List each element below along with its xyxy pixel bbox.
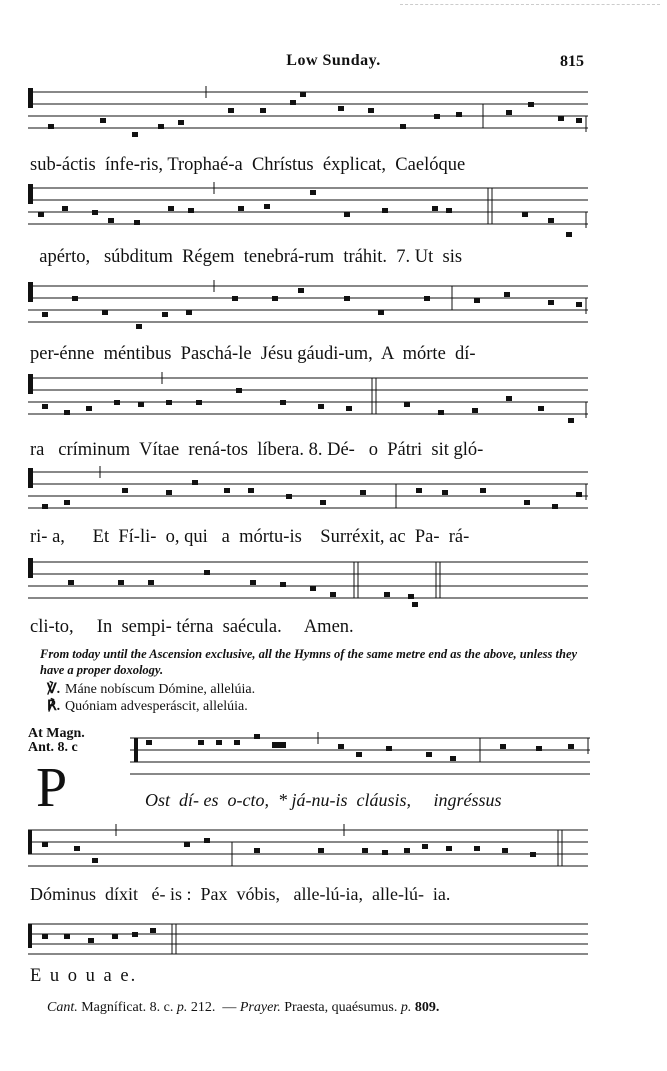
lyric-line-2: apérto, súbditum Régem tenebrá-rum tráhit. 7. Ut sis (30, 247, 463, 267)
rubric-note: From today until the Ascension exclusive, all the Hymns of the same metre end as the above, unless they have a proper doxology. (40, 647, 578, 677)
page-ref-number-1: 212. — (187, 1000, 240, 1015)
lyric-line-5: ri- a, Et Fí-li- o, qui a mórtu-is Surréxit, ac Pa- rá- (30, 527, 470, 547)
antiphon-staff-2 (28, 818, 588, 880)
page-ref-number-2: 809. (411, 1000, 440, 1015)
page-ref-label-2: p. (400, 1000, 412, 1015)
antiphon-lyric-line-2: Dóminus díxit é- is : Pax vóbis, alle-lú-ia, alle-lú- ia. (30, 884, 451, 904)
lyric-line-6: cli-to, In sempi- térna saécula. Amen. (30, 617, 354, 637)
euouae-staff (28, 916, 588, 964)
antiphon-staff-1 (130, 726, 590, 782)
lyric-line-3: per-énne méntibus Paschá-le Jésu gáudi-um, A mórte dí- (30, 344, 476, 364)
music-staff-1 (28, 80, 588, 144)
response (47, 698, 248, 715)
page-title: Low Sunday. (286, 52, 381, 69)
music-staff-4 (28, 366, 588, 438)
cant-label: Cant. (47, 1000, 78, 1015)
antiphon-lyric-line-1: Ost dí- es o-cto, * já-nu-is cláusis, ingréssus (145, 790, 502, 810)
cantic-line (47, 1000, 439, 1016)
antiphon-initial: P (36, 757, 68, 819)
page-number: 815 (560, 53, 584, 70)
antiphon-label (28, 727, 85, 755)
scan-edge-line (400, 4, 660, 5)
versicle-symbol: ℣. (47, 682, 61, 697)
antiphon-label-line-1: At Magn. (28, 726, 85, 741)
music-staff-5 (28, 460, 588, 524)
antiphon-label-line-2: Ant. 8. c (28, 740, 78, 755)
lyric-line-4: ra críminum Vítae rená-tos líbera. 8. Dé- o Pátri sit gló- (30, 440, 484, 460)
prayer-label: Prayer. (239, 1000, 281, 1015)
response-text: Quóniam advesperáscit, allelúia. (65, 699, 248, 714)
page-ref-label-1: p. (176, 1000, 188, 1015)
cant-text: Magníficat. 8. c. (77, 1000, 177, 1015)
music-staff-2 (28, 176, 588, 242)
versicle-text: Máne nobíscum Dómine, allelúia. (65, 682, 256, 697)
prayer-text: Praesta, quaésumus. (280, 1000, 401, 1015)
response-symbol: ℟. (47, 699, 61, 714)
lyric-line-1: sub-áctis ínfe-ris, Trophaé-a Chrístus éxplicat, Caelóque (30, 155, 466, 175)
music-staff-6 (28, 550, 588, 620)
versicle (47, 681, 255, 698)
euouae-text: E u o u a e. (30, 966, 138, 986)
music-staff-3 (28, 274, 588, 340)
